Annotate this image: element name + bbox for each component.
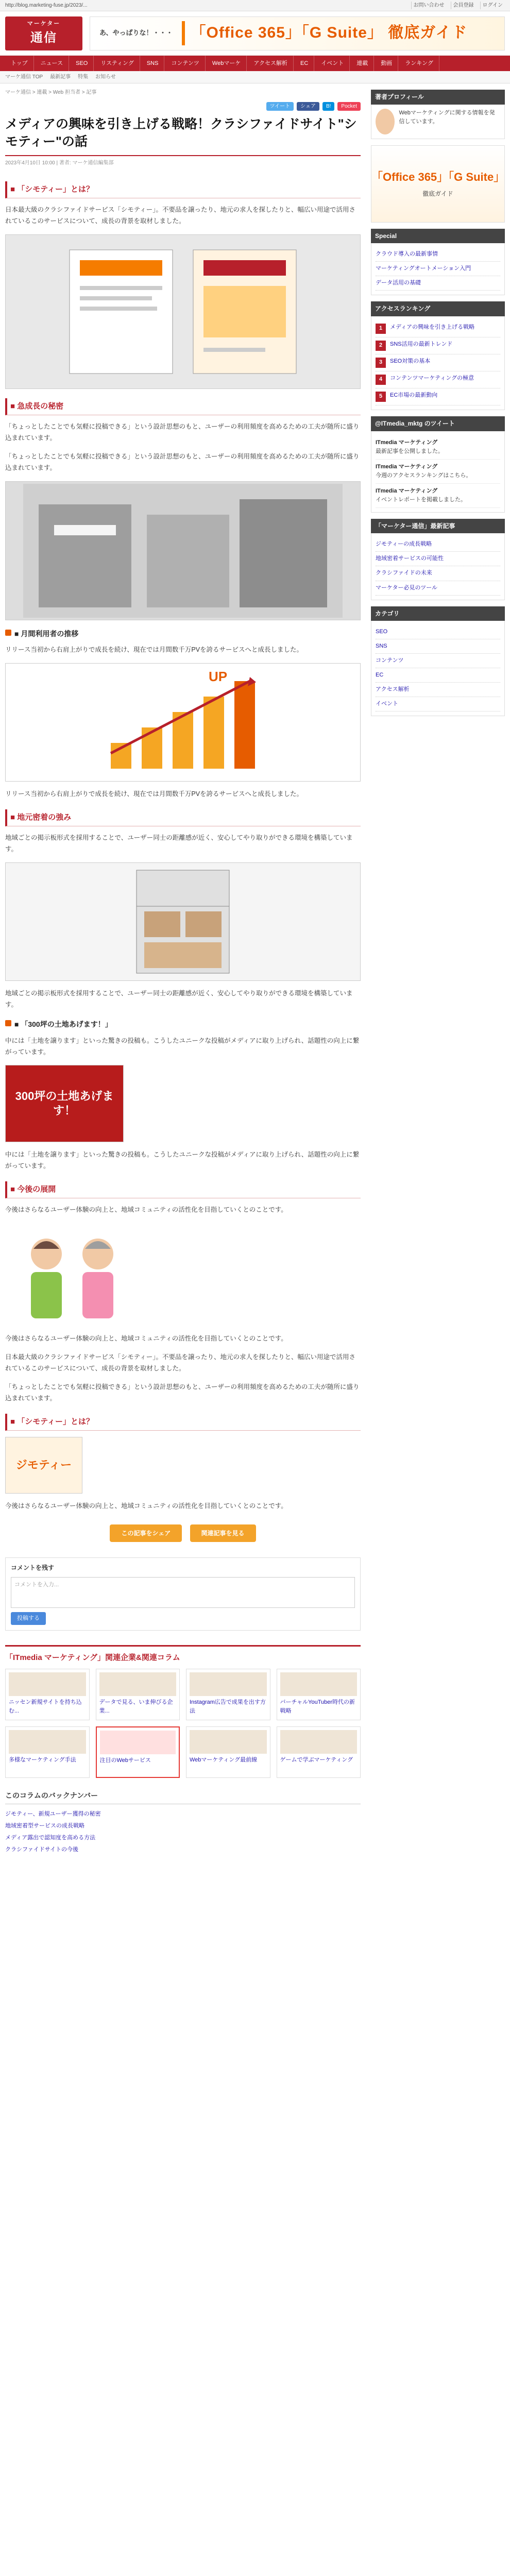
category-item[interactable]: SEO — [376, 625, 500, 639]
related-card[interactable] — [5, 1726, 90, 1778]
rank-title: メディアの興味を引き上げる戦略 — [390, 324, 475, 330]
rank-item[interactable] — [376, 320, 500, 337]
section-text-extra: 「ちょっとしたことでも気軽に投稿できる」という設計思想のもと、ユーザーの利用頻度を高めるための工夫が随所に盛り込まれています。 — [5, 453, 360, 471]
side-banner-small: 徹底ガイド — [422, 190, 453, 198]
news-item[interactable]: クラシファイドの未来 — [376, 566, 500, 581]
profile-row — [376, 109, 500, 134]
news-item[interactable]: ジモティーの成長戦略 — [376, 537, 500, 552]
news-item[interactable]: マーケター必見のツール — [376, 581, 500, 596]
rank-number: 4 — [376, 375, 386, 385]
share-pocket-button[interactable]: Pocket — [337, 102, 361, 111]
header-ad-banner[interactable] — [90, 16, 505, 50]
related-thumb — [99, 1672, 177, 1696]
news-title: 「マーケター通信」最新記事 — [371, 519, 505, 534]
people-svg — [5, 1223, 139, 1326]
related-card[interactable] — [186, 1726, 270, 1778]
section-heading: ■ 急成長の秘密 — [5, 398, 361, 415]
people-illustration — [5, 1223, 139, 1326]
rank-item[interactable] — [376, 337, 500, 354]
subnav-item[interactable]: マーケ通信 TOP — [5, 74, 43, 80]
growth-illustration — [80, 666, 286, 779]
backnumber-item[interactable]: メディア露出で認知度を高める方法 — [5, 1835, 96, 1841]
avatar — [376, 109, 395, 134]
twitter-title: @ITmedia_mktg のツイート — [371, 416, 505, 431]
growth-chart-image — [5, 663, 361, 782]
topbar-link-contact[interactable]: お問い合わせ — [411, 2, 447, 10]
land-sign-image — [5, 1065, 124, 1142]
article-meta: 2023年4月10日 10:00 | 著者: マーケ通信編集部 — [5, 160, 114, 166]
related-card-title: ゲームで学ぶマーケティング — [280, 1757, 353, 1764]
backnumber-item[interactable]: クラシファイドサイトの今後 — [5, 1846, 79, 1853]
twitter-card — [371, 416, 505, 513]
tweet-text: 最新記事を公開しました。 — [376, 448, 444, 454]
related-card[interactable] — [277, 1726, 361, 1778]
section-text: 日本最大級のクラシファイドサービス「シモティー」。不要品を譲ったり、地元の求人を探したりと、幅広い用途で活用されているこのサービスについて、成長の背景を取材しました。 — [5, 206, 356, 225]
subsection-heading-text: ■ 月間利用者の推移 — [14, 629, 79, 638]
related-card[interactable] — [277, 1669, 361, 1720]
article-title: メディアの興味を引き上げる戦略！クラシファイドサイト"シモティー"の話 — [5, 113, 361, 156]
related-card-title: 多様なマーケティング手法 — [9, 1757, 76, 1764]
ranking-title: アクセスランキング — [371, 301, 505, 316]
tweet-text: イベントレポートを掲載しました。 — [376, 496, 466, 503]
fridge-illustration — [116, 865, 250, 978]
news-card — [371, 519, 505, 600]
backnumber-item[interactable]: ジモティー、新規ユーザー獲得の秘密 — [5, 1810, 101, 1817]
nav-item[interactable]: SNS — [141, 56, 165, 71]
section-text: 地域ごとの掲示板形式を採用することで、ユーザー同士の距離感が近く、安心してやり取りができる環境を構築しています。 — [5, 834, 353, 853]
special-item[interactable]: データ活用の基礎 — [376, 276, 500, 291]
rank-item[interactable] — [376, 354, 500, 371]
category-item[interactable]: イベント — [376, 697, 500, 711]
pamphlet-illustration — [28, 240, 337, 384]
backnumber — [5, 1790, 361, 1856]
subnav-item[interactable]: お知らせ — [95, 74, 116, 80]
nav-item[interactable]: Webマーケ — [207, 56, 247, 71]
side-banner-big: 「Office 365」「G Suite」 — [371, 171, 505, 184]
category-card — [371, 606, 505, 717]
section-text-more: 「ちょっとしたことでも気軽に投稿できる」という設計思想のもと、ユーザーの利用頻度を高めるための工夫が随所に盛り込まれています。 — [5, 1383, 360, 1402]
twitter-body — [371, 431, 505, 513]
jmty-logo-text: ジモティー — [15, 1458, 72, 1471]
related-thumb — [190, 1672, 267, 1696]
nav-item[interactable]: SEO — [70, 56, 94, 71]
nav-item[interactable]: リスティング — [95, 56, 140, 71]
news-body — [371, 533, 505, 600]
backnumber-item[interactable]: 地域密着型サービスの成長戦略 — [5, 1822, 84, 1829]
related-card-title: 注目のWebサービス — [99, 1757, 151, 1764]
profile-text: Webマーケティングに関する情報を発信しています。 — [399, 109, 495, 125]
category-item[interactable]: コンテンツ — [376, 654, 500, 668]
rank-number: 2 — [376, 341, 386, 351]
main-column — [5, 83, 361, 1856]
profile-card — [371, 90, 505, 139]
tweet-author: ITmedia マーケティング — [376, 439, 438, 446]
comment-post-button[interactable]: 投稿する — [11, 1612, 46, 1625]
site-header — [0, 11, 510, 56]
special-card — [371, 229, 505, 296]
comment-box — [5, 1557, 361, 1631]
banner-big-text: 「Office 365」「G Suite」 徹底ガイド — [182, 21, 467, 45]
rank-number: 1 — [376, 324, 386, 334]
related-card[interactable] — [186, 1669, 270, 1720]
category-item[interactable]: アクセス解析 — [376, 683, 500, 697]
category-body — [371, 621, 505, 716]
special-item[interactable]: クラウド導入の最新事情 — [376, 247, 500, 262]
related-card[interactable] — [96, 1669, 180, 1720]
tweet[interactable] — [376, 460, 500, 484]
subnav-item[interactable]: 最新記事 — [50, 74, 71, 80]
svg-text:UP: UP — [209, 669, 228, 685]
share-hatena-button[interactable]: B! — [322, 102, 334, 111]
jmty-logo-image — [5, 1437, 82, 1494]
category-item[interactable]: EC — [376, 668, 500, 683]
topbar — [0, 0, 510, 11]
ranking-body — [371, 316, 505, 410]
section-heading: ■ 「シモティー」とは？ — [5, 181, 361, 198]
section-text-more: 地域ごとの掲示板形式を採用することで、ユーザー同士の距離感が近く、安心してやり取りができる環境を構築しています。 — [5, 990, 353, 1009]
special-title: Special — [371, 229, 505, 244]
category-list — [376, 625, 500, 711]
nav-item[interactable]: イベント — [315, 56, 350, 71]
nav-item[interactable]: 連載 — [351, 56, 374, 71]
sidebar — [371, 83, 505, 1856]
breadcrumb[interactable]: マーケ通信 > 連載 > Web 担当者 > 記事 — [5, 90, 97, 95]
section-text-more: 中には「土地を譲ります」といった驚きの投稿も。こうしたユニークな投稿がメディアに取り上げられ、話題性の向上に繋がっています。 — [5, 1151, 360, 1170]
related-card-title: Instagram広告で成果を出す方法 — [190, 1699, 266, 1715]
rank-number: 3 — [376, 358, 386, 368]
nav-item[interactable]: 動画 — [375, 56, 398, 71]
tweet[interactable] — [376, 435, 500, 460]
related-card[interactable] — [5, 1669, 90, 1720]
nav-item[interactable]: アクセス解析 — [248, 56, 294, 71]
ranking-card — [371, 301, 505, 410]
section-text-more: リリース当初から右肩上がりで成長を続け、現在では月間数千万PVを誇るサービスへと成長しました。 — [5, 790, 303, 798]
nav-item[interactable]: コンテンツ — [165, 56, 205, 71]
related-thumb — [280, 1672, 358, 1696]
nav-item[interactable]: ニュース — [35, 56, 69, 71]
related-title: 「ITmedia マーケティング」関連企業&関連コラム — [5, 1653, 180, 1662]
topbar-link-login[interactable]: ログイン — [480, 2, 505, 10]
related-thumb — [190, 1730, 267, 1754]
tweet-text: 今週のアクセスランキングはこちら。 — [376, 472, 472, 479]
topbar-links — [411, 2, 505, 10]
special-item[interactable]: マーケティングオートメーション入門 — [376, 262, 500, 276]
subsection-heading-text: ■ 「300坪の土地あげます！」 — [14, 1020, 112, 1028]
pamphlet-photo — [5, 234, 361, 389]
rank-title: EC市場の最新動向 — [390, 392, 438, 398]
nav-item[interactable]: トップ — [5, 56, 34, 71]
banner-small-text: あ、やっぱりな！・・・ — [99, 29, 173, 37]
subsection-heading — [5, 629, 361, 640]
rank-title: コンテンツマーケティングの極意 — [390, 375, 474, 381]
share-twitter-button[interactable]: ツイート — [266, 102, 294, 111]
bullet-icon — [5, 630, 11, 636]
cta-row — [5, 1519, 361, 1548]
related-thumb — [280, 1730, 358, 1754]
section-text: 「ちょっとしたことでも気軽に投稿できる」という設計思想のもと、ユーザーの利用頻度を高めるための工夫が随所に盛り込まれています。 — [5, 423, 360, 442]
section-text: 今後はさらなるユーザー体験の向上と、地域コミュニティの活性化を目指していくとのことです。 — [5, 1206, 287, 1214]
related-card-title: Webマーケティング最前線 — [190, 1757, 258, 1764]
section-heading: ■ 「シモティー」とは？ — [5, 1414, 361, 1431]
related-card-title: データで見る、いま伸びる企業... — [99, 1699, 173, 1715]
related-thumb — [9, 1730, 86, 1754]
section-text-more: 日本最大級のクラシファイドサービス「シモティー」。不要品を譲ったり、地元の求人を探したりと、幅広い用途で活用されているこのサービスについて、成長の背景を取材しました。 — [5, 1353, 356, 1372]
closing-text: 今後はさらなるユーザー体験の向上と、地域コミュニティの活性化を目指していくとのことです。 — [5, 1502, 287, 1510]
section-heading: ■ 今後の展開 — [5, 1181, 361, 1198]
land-sign-text: 300坪の土地あげます！ — [15, 1089, 114, 1117]
side-ad-banner[interactable] — [371, 145, 505, 223]
cta-share-button[interactable]: この記事をシェア — [110, 1524, 182, 1543]
rank-item[interactable] — [376, 388, 500, 405]
site-logo[interactable] — [5, 16, 82, 50]
special-list — [376, 247, 500, 291]
comment-input[interactable]: コメントを入力... — [11, 1577, 355, 1608]
news-list — [376, 537, 500, 595]
bullet-icon — [5, 1020, 11, 1026]
related-card-title: バーチャルYouTuber時代の新戦略 — [280, 1699, 355, 1715]
tweet-author: ITmedia マーケティング — [376, 487, 438, 494]
nav-item[interactable]: ランキング — [399, 56, 439, 71]
cta-related-button[interactable]: 関連記事を見る — [190, 1524, 256, 1543]
related-card-title: ニッセン新規サイトを持ち込む... — [9, 1699, 82, 1715]
related-thumb — [9, 1672, 86, 1696]
logo-top-text: マーケター — [27, 20, 61, 27]
main-nav — [0, 56, 510, 71]
special-body — [371, 243, 505, 295]
share-bar-top — [5, 100, 361, 113]
section-text-more: 今後はさらなるユーザー体験の向上と、地域コミュニティの活性化を目指していくとのことです。 — [5, 1335, 287, 1343]
related-columns — [5, 1645, 361, 1778]
topbar-link-register[interactable]: 会員登録 — [451, 2, 476, 10]
related-card-highlight[interactable] — [96, 1726, 180, 1778]
store-photo — [5, 481, 361, 620]
rank-title: SEO対策の基本 — [390, 358, 431, 364]
rank-item[interactable] — [376, 371, 500, 388]
backnumber-list — [5, 1808, 361, 1856]
profile-title: 著者プロフィール — [371, 90, 505, 105]
logo-main-text: 通信 — [30, 30, 57, 45]
content-layout — [0, 83, 510, 1856]
profile-body — [371, 105, 505, 139]
section-text: 中には「土地を譲ります」といった驚きの投稿も。こうしたユニークな投稿がメディアに取り上げられ、話題性の向上に繋がっています。 — [5, 1037, 360, 1056]
category-item[interactable]: SNS — [376, 639, 500, 654]
tweet-author: ITmedia マーケティング — [376, 463, 438, 470]
section-heading: ■ 地元密着の強み — [5, 809, 361, 826]
section-text: リリース当初から右肩上がりで成長を続け、現在では月間数千万PVを誇るサービスへと成長しました。 — [5, 646, 303, 654]
subnav-item[interactable]: 特集 — [78, 74, 89, 80]
rank-title: SNS活用の最新トレンド — [390, 341, 453, 347]
rank-number: 5 — [376, 392, 386, 402]
store-illustration — [23, 484, 343, 618]
tweet[interactable] — [376, 484, 500, 508]
news-item[interactable]: 地域密着サービスの可能性 — [376, 552, 500, 566]
share-facebook-button[interactable]: シェア — [297, 102, 319, 111]
fridge-photo — [5, 862, 361, 981]
sub-nav — [0, 71, 510, 83]
nav-item[interactable]: EC — [295, 56, 314, 71]
category-title: カテゴリ — [371, 606, 505, 621]
related-grid — [5, 1669, 361, 1778]
backnumber-title: このコラムのバックナンバー — [5, 1790, 361, 1804]
comment-title: コメントを残す — [11, 1564, 55, 1572]
related-thumb — [100, 1731, 176, 1754]
subsection-heading — [5, 1019, 361, 1030]
topbar-url: http://blog.marketing-fuse.jp/2023/... — [5, 2, 88, 8]
